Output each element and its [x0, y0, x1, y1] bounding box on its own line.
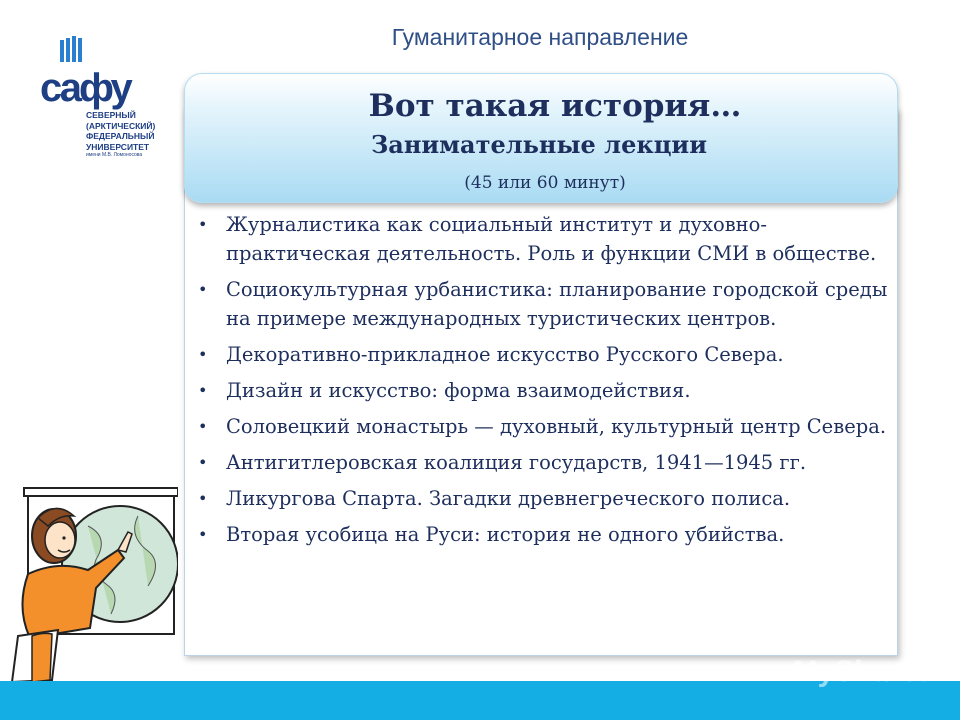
logo-small-line: имени М.В. Ломоносова — [86, 152, 143, 158]
lecture-text: Антигитлеровская коалиция государств, 1941—1945 гг. — [226, 451, 807, 474]
lecture-text: Вторая усобица на Руси: история не одного убийства. — [226, 523, 785, 546]
lecture-text: Соловецкий монастырь — духовный, культурный центр Севера. — [226, 415, 887, 438]
bullet-icon: • — [198, 381, 208, 400]
lecture-item — [198, 520, 888, 549]
bullet-icon: • — [198, 345, 208, 364]
lecture-text: Дизайн и искусство: форма взаимодействия. — [226, 379, 691, 402]
banner-title: Вот такая история… — [368, 88, 742, 124]
bullet-icon: • — [198, 489, 208, 508]
section-subtitle: Гуманитарное направление — [391, 24, 689, 50]
logo-text — [86, 110, 155, 159]
bullet-icon: • — [198, 417, 208, 436]
university-logo — [38, 36, 156, 176]
bullet-icon: • — [198, 280, 208, 299]
logo-line: СЕВЕРНЫЙ — [86, 110, 136, 120]
lecture-text: Декоративно-прикладное искусство Русского Севера. — [226, 343, 784, 366]
bullet-icon: • — [198, 453, 208, 472]
bullet-icon: • — [198, 525, 208, 544]
logo-line: ФЕДЕРАЛЬНЫЙ — [86, 131, 155, 141]
bullet-icon: • — [198, 215, 208, 234]
teacher-illustration — [8, 486, 178, 682]
lecture-text: Ликургова Спарта. Загадки древнегреческого полиса. — [226, 487, 791, 510]
watermark: MyShared — [792, 655, 936, 688]
lecture-item — [198, 484, 888, 513]
lecture-list — [198, 210, 888, 556]
lecture-item — [198, 340, 888, 369]
logo-word: сафу — [40, 66, 130, 110]
lecture-item — [198, 448, 888, 477]
lecture-item — [198, 412, 888, 441]
lecture-item — [198, 376, 888, 405]
lecture-text: Журналистика как социальный институт и духовно-практическая деятельность. Роль и функции СМИ в обществе. — [226, 213, 877, 265]
logo-line: (АРКТИЧЕСКИЙ) — [86, 120, 156, 131]
banner-duration: (45 или 60 минут) — [464, 173, 626, 193]
banner-subtitle: Занимательные лекции — [370, 130, 708, 159]
lecture-text: Социокультурная урбанистика: планирование городской среды на примере международных туристических центров. — [226, 278, 888, 330]
lecture-item — [198, 275, 888, 333]
logo-line: УНИВЕРСИТЕТ — [86, 141, 150, 152]
lecture-item — [198, 210, 888, 268]
title-banner — [184, 73, 898, 203]
